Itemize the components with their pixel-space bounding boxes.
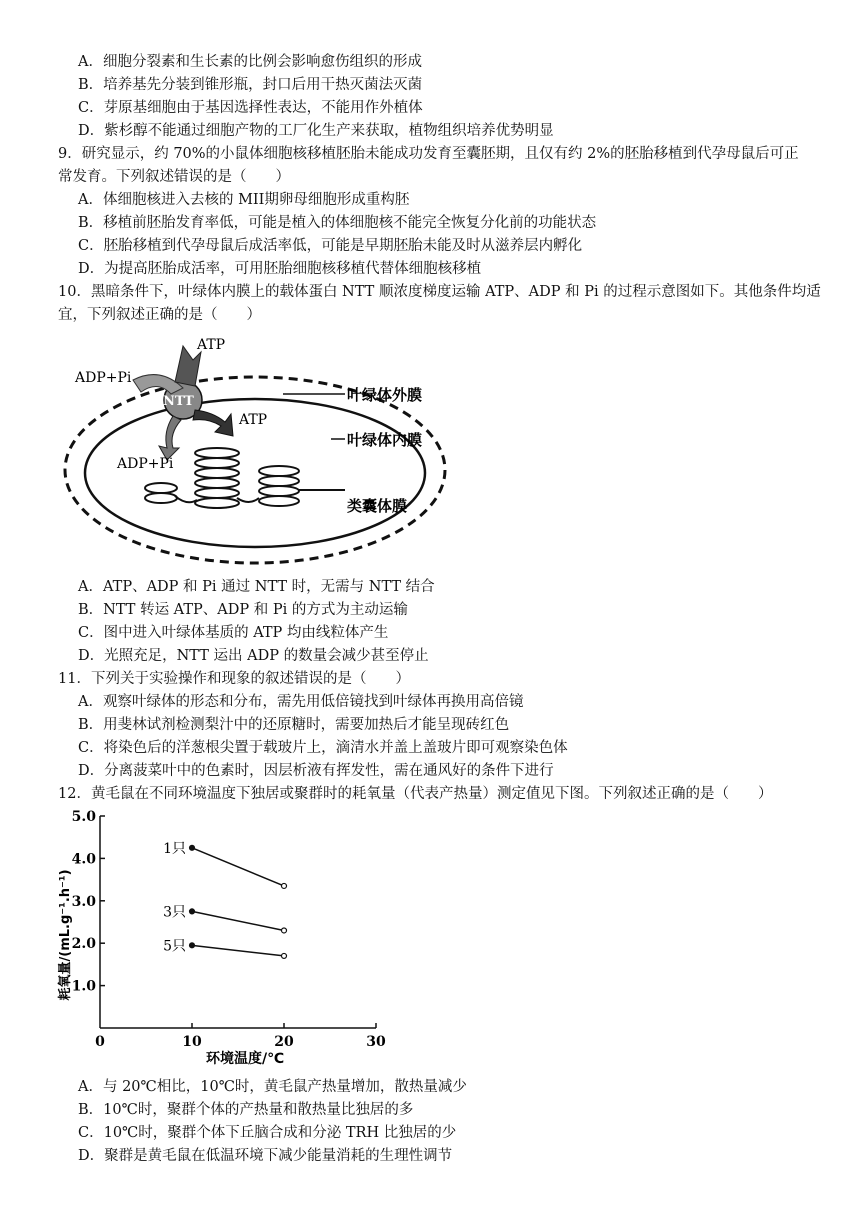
- y-tick-label: 5.0: [71, 809, 96, 825]
- x-tick-label: 30: [366, 1034, 386, 1050]
- thylakoid-stack-right: [259, 466, 299, 506]
- atp-top-label: ATP: [197, 337, 226, 353]
- series-3: [163, 938, 286, 958]
- series-line: [192, 848, 284, 886]
- q12-option-a: A．与 20℃相比，10℃时，黄毛鼠产热量增加，散热量减少: [78, 1079, 467, 1095]
- series-1: [163, 841, 286, 889]
- ntt-label: NTT: [163, 394, 194, 409]
- y-tick-label: 3.0: [71, 893, 96, 910]
- outer-membrane-label: 叶绿体外膜: [347, 386, 423, 404]
- x-tick-label: 0: [95, 1034, 105, 1050]
- adp-inner-label: ADP+Pi: [117, 456, 174, 472]
- chart-ticks: [72, 809, 386, 1050]
- q8-option-d: D．紫杉醇不能通过细胞产物的工厂化生产来获取，植物组织培养优势明显: [78, 123, 554, 139]
- thylakoid-stack-left: [195, 448, 239, 508]
- q12-stem: 12．黄毛鼠在不同环境温度下独居或聚群时的耗氧量（代表产热量）测定值见下图。下列叙述正确的是（ ）: [58, 786, 773, 802]
- series-line: [192, 945, 284, 956]
- chart-axes: [100, 816, 376, 1028]
- q8-option-c: C．芽原基细胞由于基因选择性表达，不能用作外植体: [78, 100, 423, 116]
- q10-option-d: D．光照充足，NTT 运出 ADP 的数量会减少甚至停止: [78, 648, 429, 664]
- q8-option-b: B．培养基先分装到锥形瓶，封口后用干热灭菌法灭菌: [78, 77, 423, 93]
- q10-stem-line1: 10．黑暗条件下，叶绿体内膜上的载体蛋白 NTT 顺浓度梯度运输 ATP、ADP 和 Pi 的过程示意图如下。其他条件均适: [58, 284, 821, 300]
- data-point: [282, 953, 287, 958]
- q12-option-d: D．聚群是黄毛鼠在低温环境下减少能量消耗的生理性调节: [78, 1148, 453, 1164]
- chloroplast-diagram: [55, 330, 455, 570]
- q11-option-a: A．观察叶绿体的形态和分布，需先用低倍镜找到叶绿体再换用高倍镜: [78, 694, 524, 710]
- chart-series: [163, 841, 286, 959]
- adp-out-arrow: [159, 416, 181, 460]
- q9-option-a: A．体细胞核进入去核的 MII期卵母细胞形成重构胚: [78, 192, 410, 208]
- series-2: [163, 904, 286, 933]
- data-point: [282, 928, 287, 933]
- series-label: 3只: [163, 904, 186, 921]
- q11-option-b: B．用斐林试剂检测梨汁中的还原糖时，需要加热后才能呈现砖红色: [78, 717, 510, 733]
- q9-stem-line1: 9．研究显示，约 70%的小鼠体细胞核移植胚胎未能成功发育至囊胚期，且仅有约 2%的胚胎移植到代孕母鼠后可正: [58, 146, 799, 162]
- y-tick-label: 1.0: [71, 978, 96, 995]
- q9-option-b: B．移植前胚胎发育率低，可能是植入的体细胞核不能完全恢复分化前的功能状态: [78, 215, 597, 231]
- data-point: [190, 845, 195, 850]
- q11-option-d: D．分离菠菜叶中的色素时，因层析液有挥发性，需在通风好的条件下进行: [78, 763, 554, 779]
- q11-stem: 11．下列关于实验操作和现象的叙述错误的是（ ）: [58, 671, 410, 687]
- q10-option-c: C．图中进入叶绿体基质的 ATP 均由线粒体产生: [78, 625, 389, 641]
- inner-membrane-label: 叶绿体内膜: [347, 431, 423, 449]
- x-axis-label: 环境温度/℃: [205, 1051, 285, 1067]
- q10-stem-line2: 宜，下列叙述正确的是（ ）: [58, 307, 261, 323]
- series-label: 5只: [163, 938, 186, 955]
- y-tick-label: 2.0: [71, 936, 96, 953]
- q8-option-a: A．细胞分裂素和生长素的比例会影响愈伤组织的形成: [78, 54, 422, 70]
- q11-option-c: C．将染色后的洋葱根尖置于载玻片上，滴清水并盖上盖玻片即可观察染色体: [78, 740, 568, 756]
- q10-option-a: A．ATP、ADP 和 Pi 通过 NTT 时，无需与 NTT 结合: [78, 579, 435, 595]
- series-label: 1只: [163, 840, 186, 857]
- series-line: [192, 911, 284, 930]
- atp-in-arrow: [193, 410, 233, 436]
- thylakoid-label: 类囊体膜: [347, 497, 408, 515]
- q9-stem-line2: 常发育。下列叙述错误的是（ ）: [58, 169, 290, 185]
- x-tick-label: 10: [182, 1034, 202, 1050]
- data-point: [190, 943, 195, 948]
- q12-option-b: B．10℃时，聚群个体的产热量和散热量比独居的多: [78, 1102, 414, 1118]
- y-tick-label: 4.0: [71, 851, 96, 868]
- atp-mid-label: ATP: [239, 412, 268, 428]
- adp-left-label: ADP+Pi: [75, 370, 132, 386]
- q9-option-d: D．为提高胚胎成活率，可用胚胎细胞核移植代替体细胞核移植: [78, 261, 482, 277]
- y-axis-label: 耗氧量/(mL.g⁻¹.h⁻¹): [58, 869, 73, 1001]
- x-tick-label: 20: [274, 1034, 294, 1050]
- data-point: [190, 909, 195, 914]
- q12-option-c: C．10℃时，聚群个体下丘脑合成和分泌 TRH 比独居的少: [78, 1125, 457, 1141]
- oxygen-consumption-chart: [55, 805, 415, 1070]
- q10-option-b: B．NTT 转运 ATP、ADP 和 Pi 的方式为主动运输: [78, 602, 408, 618]
- thylakoid-small: [145, 483, 177, 503]
- q9-option-c: C．胚胎移植到代孕母鼠后成活率低，可能是早期胚胎未能及时从滋养层内孵化: [78, 238, 583, 254]
- data-point: [282, 883, 287, 888]
